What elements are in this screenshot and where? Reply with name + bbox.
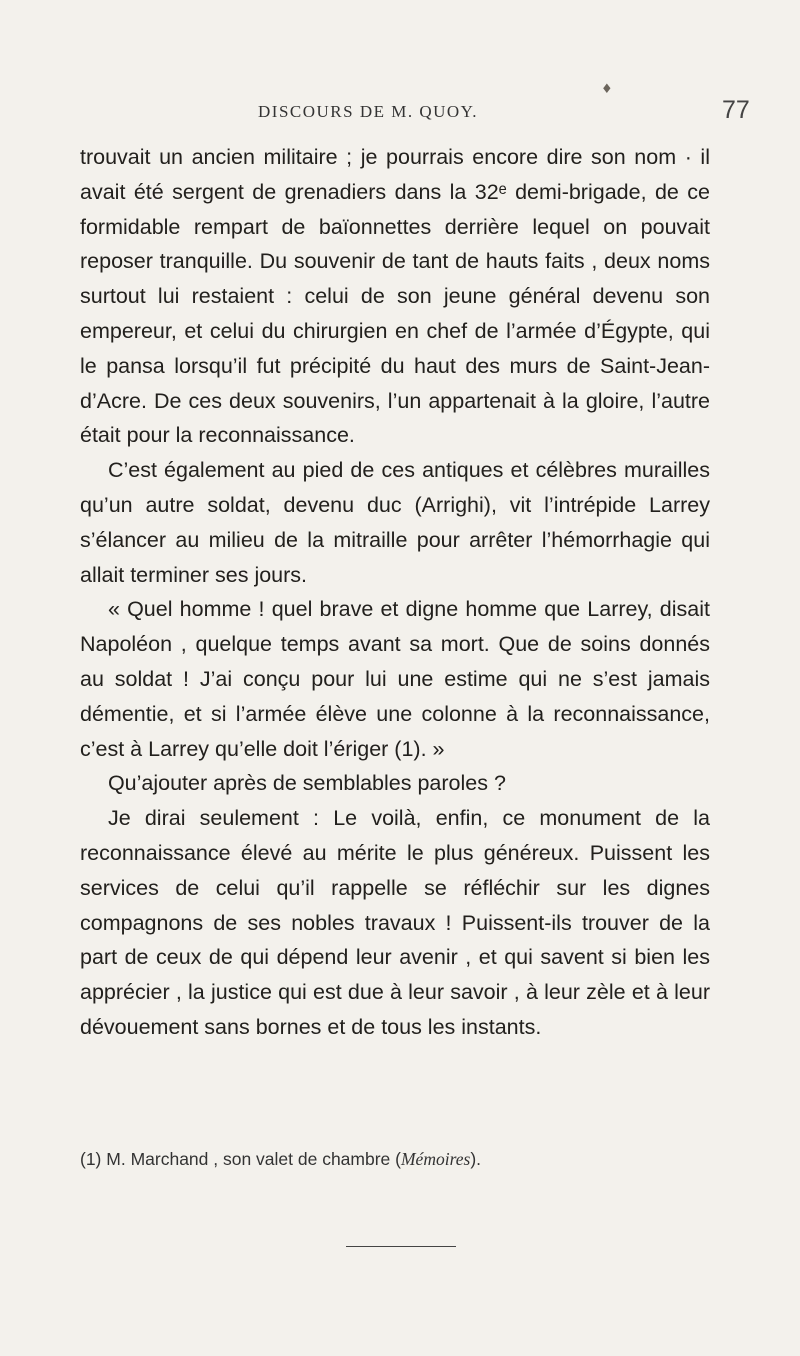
footnote-closing: ). (470, 1149, 482, 1169)
paragraph: Qu’ajouter après de semblables paroles ? (107, 771, 506, 796)
footnote (80, 1149, 720, 1170)
printer-mark: ♦ (601, 82, 613, 97)
footnote-marker: (1) (80, 1149, 102, 1169)
footnote-text: M. Marchand , son valet de chambre ( (106, 1149, 401, 1169)
paragraph: C’est également au pied de ces antiques et célèbres murailles qu’un autre soldat, devenu duc (Arrighi), vit l’intrépide Larrey s’élancer au milieu de la mitraille pour arrêter l’hémorrhagie qui allait terminer ses jours. (80, 458, 710, 587)
paragraph: Je dirai seulement : Le voilà, enfin, ce monument de la reconnaissance élevé au mérite le plus généreux. Puissent les services de celui qu’il rappelle se réfléchir sur les dignes compagnons de ses nobles travaux ! Puissent-ils trouver de la part de ceux de qui dépend leur avenir , et qui savent si bien les apprécier , la justice qui est due à leur savoir , à leur zèle et à leur dévouement sans bornes et de tous les instants. (80, 806, 710, 1039)
footnote-source: Mémoires (400, 1149, 471, 1169)
page-number: 77 (722, 96, 750, 124)
body-text (80, 140, 710, 1045)
quotation-paragraph: « Quel homme ! quel brave et digne homme que Larrey, disait Napoléon , quelque temps avant sa mort. Que de soins donnés au soldat ! J’ai conçu pour lui une estime qui ne s’est jamais démentie, et si l’armée élève une colonne à la reconnaissance, c’est à Larrey qu’elle doit l’ériger (1). » (80, 597, 710, 761)
running-header: DISCOURS DE M. QUOY. (258, 102, 479, 121)
footnote-divider (346, 1246, 456, 1247)
paragraph: trouvait un ancien militaire ; je pourrais encore dire son nom · il avait été sergent de grenadiers dans la 32ᵉ demi-brigade, de ce formidable rempart de baïonnettes derrière lequel on pouvait reposer tranquille. Du souvenir de tant de hauts faits , deux noms surtout lui restaient : celui de son jeune général devenu son empereur, et celui du chirurgien en chef de l’armée d’Égypte, qui le pansa lorsqu’il fut précipité du haut des murs de Saint-Jean-d’Acre. De ces deux souvenirs, l’un appartenait à la gloire, l’autre était pour la reconnaissance. (80, 145, 710, 448)
